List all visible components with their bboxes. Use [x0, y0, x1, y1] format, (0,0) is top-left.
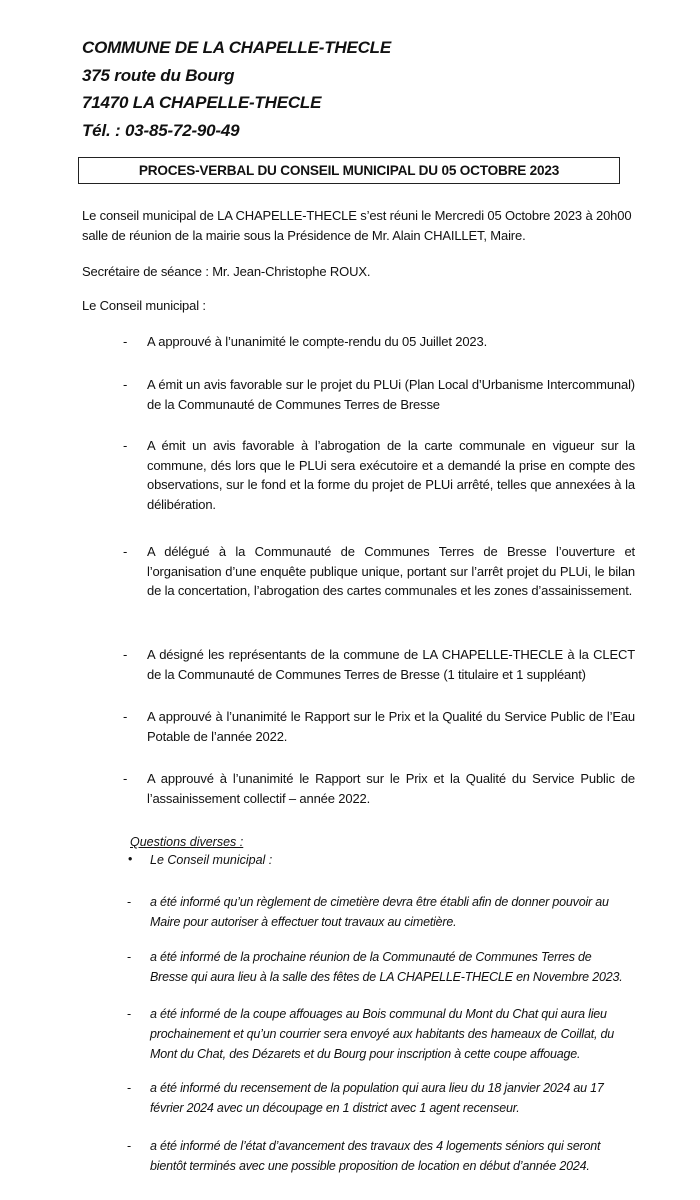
decision-text: A émit un avis favorable sur le projet du PLUi (Plan Local d’Urbanisme Intercommunal) de la Communauté de Communes Terres de Bresse [147, 377, 635, 412]
commune-name: COMMUNE DE LA CHAPELLE-THECLE [82, 38, 392, 57]
dash-marker: - [127, 950, 131, 964]
decision-text: A approuvé à l’unanimité le compte-rendu du 05 Juillet 2023. [147, 334, 488, 349]
question-text: a été informé du recensement de la population qui aura lieu du 18 janvier 2024 au 17 février 2024 avec un découpage en 1 district avec 1 agent recenseur. [150, 1081, 604, 1115]
commune-header [82, 34, 391, 144]
commune-phone: Tél. : 03-85-72-90-49 [82, 120, 240, 140]
document-title: PROCES-VERBAL DU CONSEIL MUNICIPAL DU 05 OCTOBRE 2023 [78, 157, 620, 184]
commune-street: 375 route du Bourg [82, 65, 235, 85]
secretary-line: Secrétaire de séance : Mr. Jean-Christophe ROUX. [82, 264, 371, 279]
question-text: a été informé de la coupe affouages au Bois communal du Mont du Chat qui aura lieu prochainement et qu’un courrier sera envoyé aux habitants des hameaux de Coillat, du Mont du Chat, des Dézarets et du Bourg pour inscription à cette coupe affouage. [150, 1007, 615, 1061]
intro-paragraph: Le conseil municipal de LA CHAPELLE-THECLE s’est réuni le Mercredi 05 Octobre 2023 à 20h00 salle de réunion de la mairie sous la Présidence de Mr. Alain CHAILLET, Maire. [82, 208, 632, 243]
dash-marker: - [123, 709, 128, 724]
decision-text: A approuvé à l’unanimité le Rapport sur le Prix et la Qualité du Service Public de l’assainissement collectif – année 2022. [147, 771, 635, 806]
dash-marker: - [127, 895, 131, 909]
question-text: a été informé de l’état d’avancement des travaux des 4 logements séniors qui seront bientôt terminés avec une possible proposition de location en début d’année 2024. [150, 1139, 601, 1173]
question-text: a été informé de la prochaine réunion de la Communauté de Communes Terres de Bresse qui aura lieu à la salle des fêtes de LA CHAPELLE-THECLE en Novembre 2023. [150, 950, 623, 984]
dash-marker: - [127, 1139, 131, 1153]
questions-heading: Questions diverses : [130, 835, 244, 849]
dash-marker: - [127, 1081, 131, 1095]
dash-marker: - [123, 377, 128, 392]
council-lead: Le Conseil municipal : [82, 298, 206, 313]
question-text: a été informé qu’un règlement de cimetière devra être établi afin de donner pouvoir au Maire pour autoriser à effectuer tout travaux au cimetière. [150, 895, 609, 929]
decision-text: A délégué à la Communauté de Communes Terres de Bresse l’ouverture et l’organisation d’une enquête publique unique, portant sur l’arrêt projet du PLUi, le bilan de la concertation, l’abrogation des cartes communales et les zones d’assainissement. [147, 544, 635, 598]
dash-marker: - [123, 771, 128, 786]
questions-lead-text: Le Conseil municipal : [150, 853, 273, 867]
dash-marker: - [123, 438, 128, 453]
decision-text: A désigné les représentants de la commune de LA CHAPELLE-THECLE à la CLECT de la Communauté de Communes Terres de Bresse (1 titulaire et 1 suppléant) [147, 647, 635, 682]
bullet-marker: • [128, 852, 133, 866]
dash-marker: - [123, 544, 128, 559]
dash-marker: - [123, 647, 128, 662]
commune-city: 71470 LA CHAPELLE-THECLE [82, 93, 322, 112]
decision-text: A approuvé à l’unanimité le Rapport sur le Prix et la Qualité du Service Public de l’Eau Potable de l’année 2022. [147, 709, 635, 744]
dash-marker: - [127, 1007, 131, 1021]
dash-marker: - [123, 334, 128, 349]
decision-text: A émit un avis favorable à l’abrogation de la carte communale en vigueur sur la commune, dés lors que le PLUi sera exécutoire et a demandé la prise en compte des observations, sur le fond et la forme du projet de PLUi arrêté, telles que annexées à la délibération. [147, 438, 635, 512]
